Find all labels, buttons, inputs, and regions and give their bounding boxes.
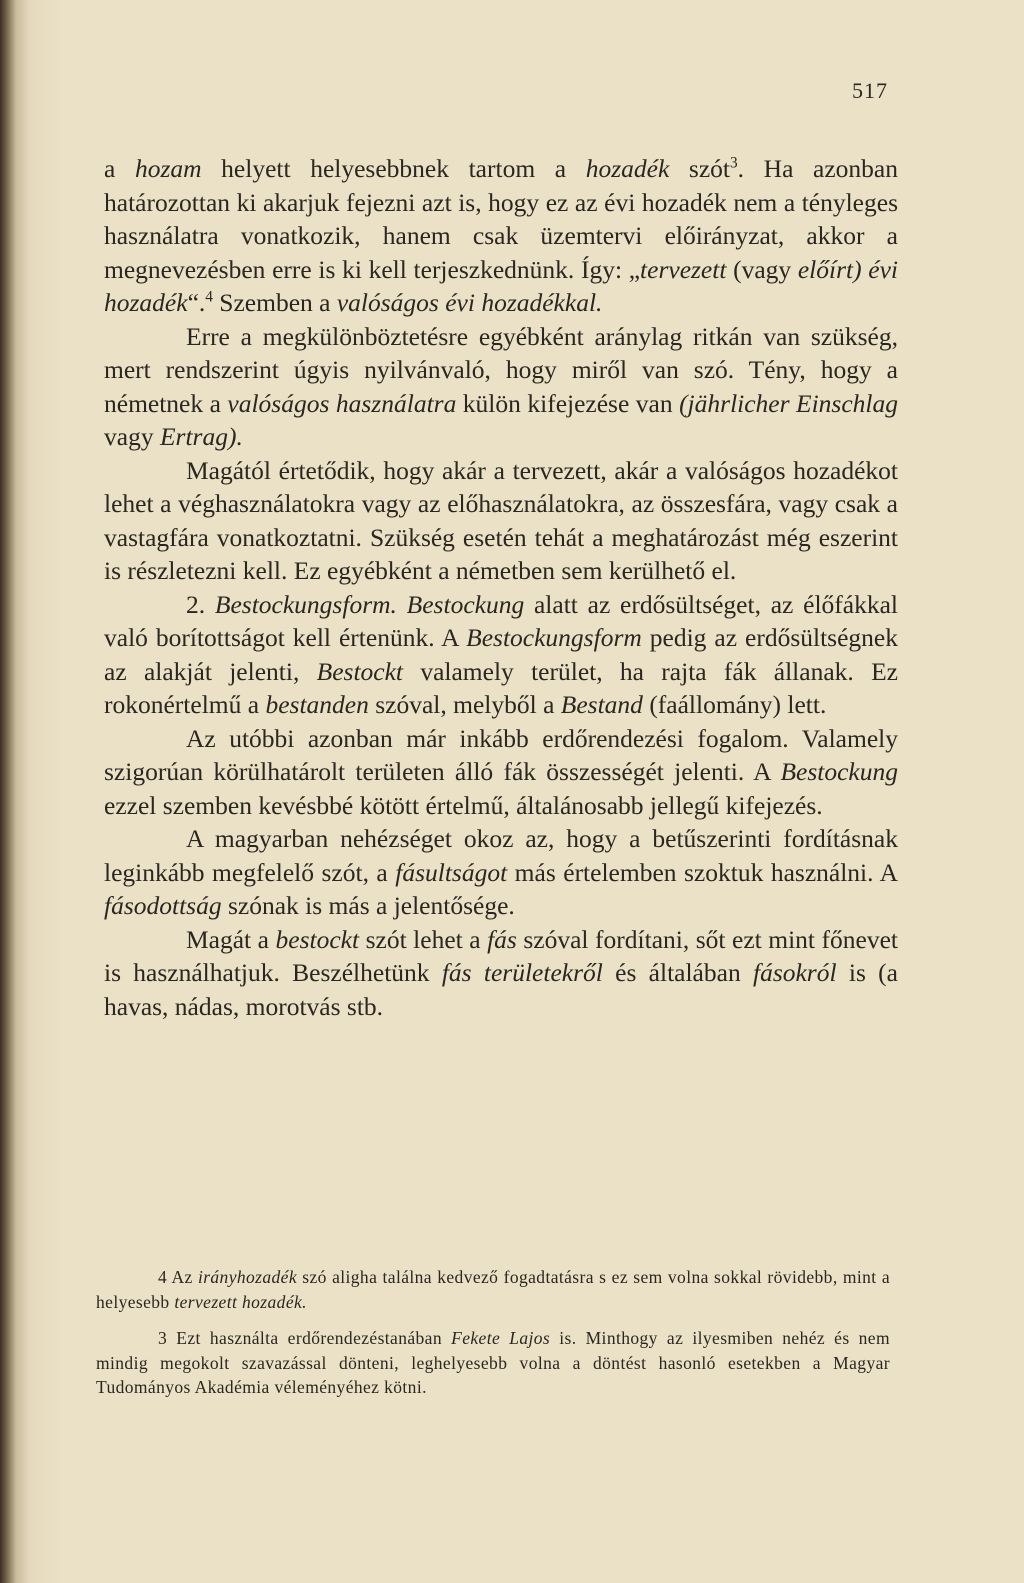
text-run: szó aligha találna kedvező fogadtatásra s ez sem volna sokkal rövidebb, mint a helyesebb xyxy=(96,1267,890,1312)
italic-term: Fekete Lajos xyxy=(451,1328,551,1348)
text-run: Magát a xyxy=(186,924,276,954)
italic-term: hozam xyxy=(134,154,202,183)
italic-term: Ertrag). xyxy=(159,422,243,451)
footnotes xyxy=(96,1265,890,1412)
italic-term: tervezett xyxy=(640,254,727,284)
text-run: más értelemben szoktuk használni. A xyxy=(507,857,898,887)
italic-term: Bestockungsform xyxy=(466,623,642,652)
italic-term: hozadék xyxy=(585,154,670,183)
paragraph xyxy=(104,454,898,588)
text-run: 2. xyxy=(186,589,215,619)
text-run: is (a havas, nádas, morotvás stb. xyxy=(104,958,898,1021)
footnote-ref: 4 xyxy=(205,288,213,306)
text-run: (vagy xyxy=(726,254,798,284)
italic-term: irányhozadék xyxy=(197,1267,298,1287)
text-run: 4 Az xyxy=(158,1267,198,1287)
italic-term: fásodottság xyxy=(104,891,222,920)
text-run: szóval fordítani, sőt ezt mint főnevet is használhatjuk. Beszélhetünk xyxy=(104,924,898,987)
text-run: valamely terület, ha rajta fák állanak. Ez rokonértelmű a xyxy=(104,656,898,719)
italic-term: fásultságot xyxy=(395,857,508,887)
italic-term: Bestockt xyxy=(316,656,404,686)
italic-term: bestockt xyxy=(275,924,360,954)
italic-term: előírt) évi hozadék xyxy=(104,254,899,317)
text-run: Erre a megkülönböztetésre egyébként aránylag ritkán van szükség, mert rendszerint úgyis nyilvánvaló, hogy miről van szó. Tény, hogy a németnek a xyxy=(104,321,898,418)
italic-term: bestanden xyxy=(265,690,369,719)
italic-term: (jährlicher Einschlag xyxy=(679,388,899,418)
text-run: a xyxy=(104,154,135,183)
paragraph xyxy=(104,320,898,454)
text-run: vagy xyxy=(104,422,160,451)
text-run: szónak is más a jelentősége. xyxy=(221,891,515,920)
text-run: szót lehet a xyxy=(359,924,488,954)
italic-term: fásokról xyxy=(752,958,837,987)
paragraph xyxy=(104,588,898,722)
italic-term: fás területekről xyxy=(441,958,603,987)
text-run: Az utóbbi azonban már inkább erdőrendezési fogalom. Valamely szigorúan körülhatárolt területen álló fák összességét jelenti. A xyxy=(104,723,898,786)
page-number: 517 xyxy=(852,78,888,103)
text-run: . Ha azonban határozottan ki akarjuk fejezni azt is, hogy ez az évi hozadék nem a tényleges használatra vonatkozik, hanem csak üzemtervi előirányzat, akkor a megnevezésben erre is ki kell terjeszkednünk. Így: „ xyxy=(104,154,898,284)
italic-term: fás xyxy=(487,924,517,954)
paragraph xyxy=(104,923,898,1024)
italic-term: Bestockungsform. Bestockung xyxy=(214,589,525,619)
text-run: és általában xyxy=(602,958,753,987)
text-run: szóval, melyből a xyxy=(368,690,561,719)
footnote-3 xyxy=(96,1326,890,1400)
paragraph xyxy=(104,722,898,823)
text-run: helyett helyesebbnek tartom a xyxy=(201,154,586,183)
italic-term: valóságos használatra xyxy=(227,388,457,418)
text-run: alatt az erdősültséget, az élőfákkal való borítottságot kell értenünk. A xyxy=(104,589,898,652)
text-run: Szemben a xyxy=(212,288,337,317)
text-run: 3 Ezt használta erdőrendezéstanában xyxy=(158,1328,452,1348)
footnote-4 xyxy=(96,1265,890,1314)
paragraph xyxy=(104,822,898,923)
text-run: A magyarban nehézséget okoz az, hogy a betűszerinti fordításnak leginkább megfelelő szót, a xyxy=(104,824,898,887)
italic-term: valóságos évi hozadékkal. xyxy=(336,288,603,317)
text-run: (faállomány) lett. xyxy=(642,690,827,719)
text-run: is. Minthogy az ilyesmiben nehéz és nem mindig megokolt szavazással dönteni, leghelyesebb volna a döntést hasonló esetekben a Magyar Tudományos Akadémia véleményéhez kötni. xyxy=(96,1328,890,1397)
text-run: Magától értetődik, hogy akár a tervezett, akár a valóságos hozadékot lehet a véghasználatokra vagy az előhasználatokra, az összesfára, vagy csak a vastagfára vonatkoztatni. Szükség esetén tehát a meghatározást még eszerint is részletezni kell. Ez egyébként a németben sem kerülhető el. xyxy=(104,455,898,585)
text-run: pedig az erdősültségnek az alakját jelenti, xyxy=(104,623,898,686)
italic-term: Bestockung xyxy=(780,757,898,786)
text-run: szót xyxy=(669,154,731,183)
text-run: “. xyxy=(187,288,206,317)
text-run: külön kifejezése van xyxy=(456,388,680,418)
footnote-ref: 3 xyxy=(730,154,738,172)
body-text xyxy=(104,152,898,1023)
text-run: ezzel szemben kevésbbé kötött értelmű, általánosabb jellegű kifejezés. xyxy=(104,790,823,820)
italic-term: tervezett hozadék. xyxy=(174,1291,307,1312)
paragraph xyxy=(104,152,898,320)
italic-term: Bestand xyxy=(560,690,643,719)
